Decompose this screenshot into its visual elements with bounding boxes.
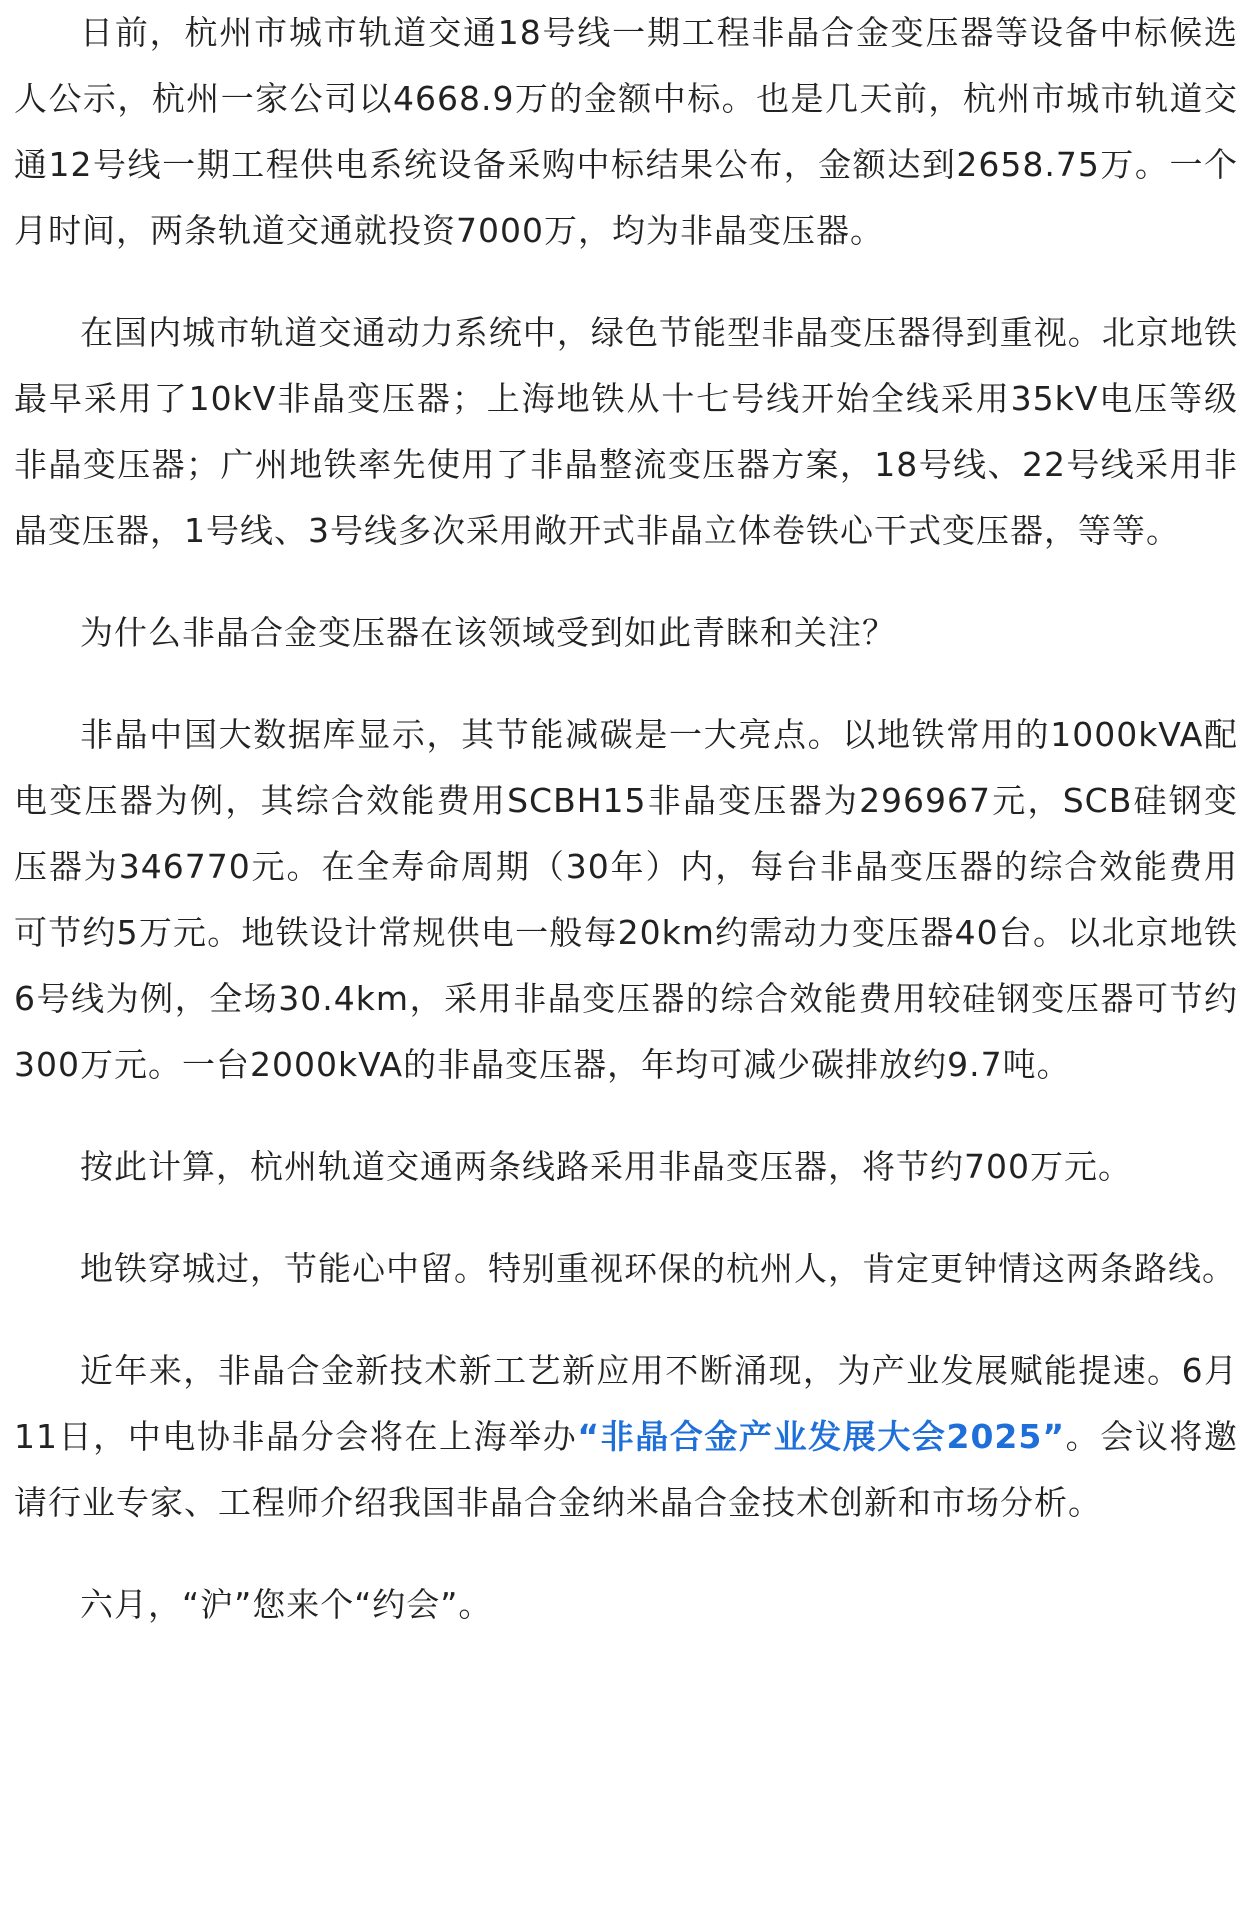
paragraph-5: 按此计算，杭州轨道交通两条线路采用非晶变压器，将节约700万元。 xyxy=(80,1147,1132,1186)
paragraph-6: 地铁穿城过，节能心中留。特别重视环保的杭州人，肯定更钟情这两条路线。 xyxy=(80,1249,1236,1288)
paragraph-8: 六月，“沪”您来个“约会”。 xyxy=(80,1585,493,1624)
paragraph-7-lead: 近年来，非晶合金新技术新工艺新应用不断涌现，为产业发展赋能提速。6月11日，中电协非晶分会将在上海举办 xyxy=(14,1351,1238,1456)
paragraph-3: 为什么非晶合金变压器在该领域受到如此青睐和关注？ xyxy=(80,613,896,652)
paragraph-1: 日前，杭州市城市轨道交通18号线一期工程非晶合金变压器等设备中标候选人公示，杭州一家公司以4668.9万的金额中标。也是几天前，杭州市城市轨道交通12号线一期工程供电系统设备采购中标结果公布，金额达到2658.75万。一个月时间，两条轨道交通就投资7000万，均为非晶变压器。 xyxy=(14,13,1238,250)
paragraph-2: 在国内城市轨道交通动力系统中，绿色节能型非晶变压器得到重视。北京地铁最早采用了10kV非晶变压器；上海地铁从十七号线开始全线采用35kV电压等级非晶变压器；广州地铁率先使用了非晶整流变压器方案，18号线、22号线采用非晶变压器，1号线、3号线多次采用敞开式非晶立体卷铁心干式变压器，等等。 xyxy=(14,313,1238,550)
paragraph-4: 非晶中国大数据库显示，其节能减碳是一大亮点。以地铁常用的1000kVA配电变压器为例，其综合效能费用SCBH15非晶变压器为296967元，SCB硅钢变压器为346770元。在全寿命周期（30年）内，每台非晶变压器的综合效能费用可节约5万元。地铁设计常规供电一般每20km约需动力变压器40台。以北京地铁6号线为例，全场30.4km，采用非晶变压器的综合效能费用较硅钢变压器可节约300万元。一台2000kVA的非晶变压器，年均可减少碳排放约9.7吨。 xyxy=(14,715,1238,1084)
event-name-highlight: “非晶合金产业发展大会2025” xyxy=(577,1417,1066,1456)
article-body xyxy=(14,0,1238,1674)
paragraph-7 xyxy=(14,1338,1238,1536)
paragraph-7-tail: 。会议将邀请行业专家、工程师介绍我国非晶合金纳米晶合金技术创新和市场分析。 xyxy=(14,1417,1238,1522)
